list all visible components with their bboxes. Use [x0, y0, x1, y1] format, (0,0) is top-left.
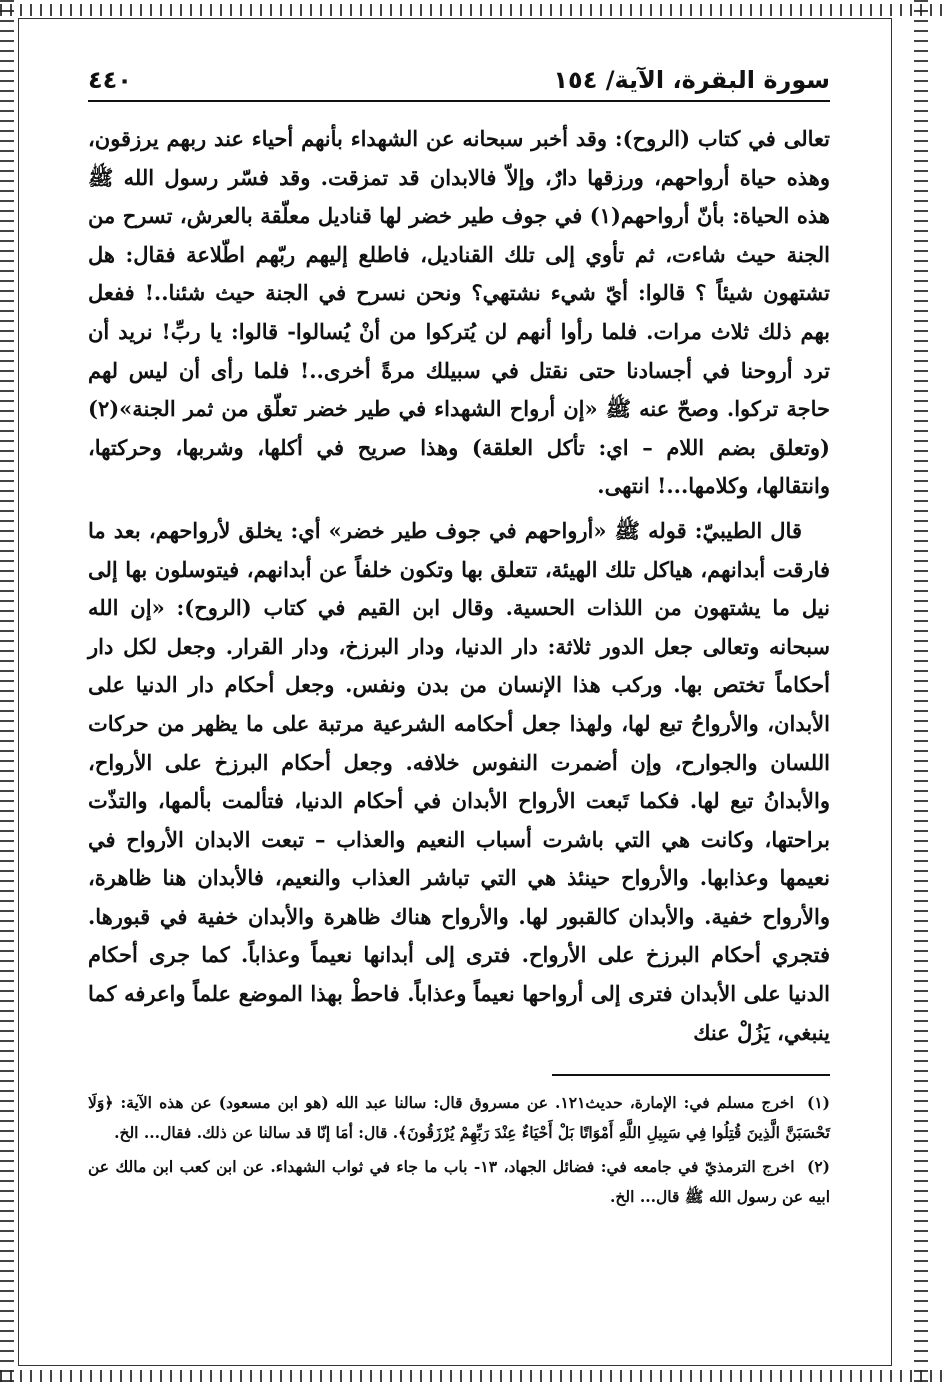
footnote-number: (١): [806, 1093, 830, 1113]
footnote-2: [88, 1152, 830, 1212]
ornamental-border-top: [0, 4, 942, 16]
page-number: ٤٤٠: [88, 66, 132, 94]
ornamental-border-left: [0, 0, 14, 1388]
footnote-text: اخرج الترمذيّ في جامعه في: فضائل الجهاد، ١٣- باب ما جاء في ثواب الشهداء. عن ابن كعب ابن مالك عن ابيه عن رسول الله ﷺ قال... الخ.: [88, 1157, 830, 1207]
footnote-1: [88, 1088, 830, 1148]
book-page: [88, 66, 830, 1216]
main-text: [88, 120, 830, 1052]
footnotes: [88, 1088, 830, 1212]
footnote-number: (٢): [806, 1157, 830, 1177]
ornamental-border-right: [914, 0, 928, 1388]
ornamental-border-bottom: [0, 1370, 942, 1382]
footnote-text: اخرج مسلم في: الإمارة، حديث١٢١. عن مسروق قال: سالنا عبد الله (هو ابن مسعود) عن هذه الآية: ﴿وَلَا تَحْسَبَنَّ الَّذِينَ قُتِلُوا فِي سَبِيلِ اللَّهِ أَمْوَاتًا بَلْ أَحْيَاءٌ عِنْدَ رَبِّهِمْ يُرْزَقُونَ﴾. قال: أمَا إنّا قد سالنا عن ذلك. فقال... الخ.: [88, 1093, 830, 1143]
paragraph-1: تعالى في كتاب (الروح): وقد أخبر سبحانه عن الشهداء بأنهم أحياء عند ربهم يرزقون، وهذه حياة أرواحهم، ورزقها دارٌ، وإلاّ فالابدان قد تمزقت. وقد فسّر رسول الله ﷺ هذه الحياة: بأنّ أرواحهم(١) في جوف طير خضر لها قناديل معلّقة بالعرش، تسرح من الجنة حيث شاءت، ثم تأوي إلى تلك القناديل، فاطلع إليهم ربّهم اطّلاعة فقال: هل تشتهون شيئاً ؟ قالوا: أيّ شيء نشتهي؟ ونحن نسرح في الجنة حيث شئنا..! ففعل بهم ذلك ثلاث مرات. فلما رأوا أنهم لن يُتركوا من أنْ يُسالوا- قالوا: يا ربِّ! نريد أن ترد أروحنا في أجسادنا حتى نقتل في سبيلك مرةً أخرى..! فلما رأى أن ليس لهم حاجة تركوا. وصحّ عنه ﷺ «إن أرواح الشهداء في طير خضر تعلّق من ثمر الجنة»(٢) (وتعلق بضم اللام – اي: تأكل العلقة) وهذا صريح في أكلها، وشربها، وحركتها، وانتقالها، وكلامها...! انتهى.: [88, 126, 830, 499]
running-title: سورة البقرة، الآية/ ١٥٤: [553, 66, 830, 94]
paragraph-2: قال الطيبيّ: قوله ﷺ «أرواحهم في جوف طير خضر» أي: يخلق لأرواحهم، بعد ما فارقت أبدانهم، هياكل تلك الهيئة، تتعلق بها وتكون خلفاً عن أبدانهم، فيتوسلون بها إلى نيل ما يشتهون من اللذات الحسية. وقال ابن القيم في كتاب (الروح): «إن الله سبحانه وتعالى جعل الدور ثلاثة: دار الدنيا، ودار البرزخ، ودار القرار. وجعل لكل دار أحكاماً تختص بها. وركب هذا الإنسان من بدن ونفس. وجعل أحكام دار الدنيا على الأبدان، والأرواحُ تبع لها، ولهذا جعل أحكامه الشرعية مرتبة على ما يظهر من حركات اللسان والجوارح، وإن أضمرت النفوس خلافه. وجعل أحكام البرزخ على الأرواح، والأبدانُ تبع لها. فكما تَبعت الأرواح الأبدان في أحكام الدنيا، فتألمت بألمها، والتذّت براحتها، وكانت هي التي باشرت أسباب النعيم والعذاب – تبعت الابدان الأرواح في نعيمها وعذابها. والأرواح حينئذ هي التي تباشر العذاب والنعيم، فالأبدان هنا ظاهرة، والأرواح خفية. والأبدان كالقبور لها. والأرواح هناك ظاهرة والأبدان خفية في قبورها. فتجري أحكام البرزخ على الأرواح. فترى إلى أبدانها نعيماً وعذاباً. كما جرى أحكام الدنيا على الأبدان فترى إلى أرواحها نعيماً وعذاباً. فاحطْ بهذا الموضع علماً واعرفه كما ينبغي، يَزُلْ عنك: [88, 517, 830, 1045]
page-header: [88, 66, 830, 102]
footnote-separator: [552, 1074, 830, 1076]
